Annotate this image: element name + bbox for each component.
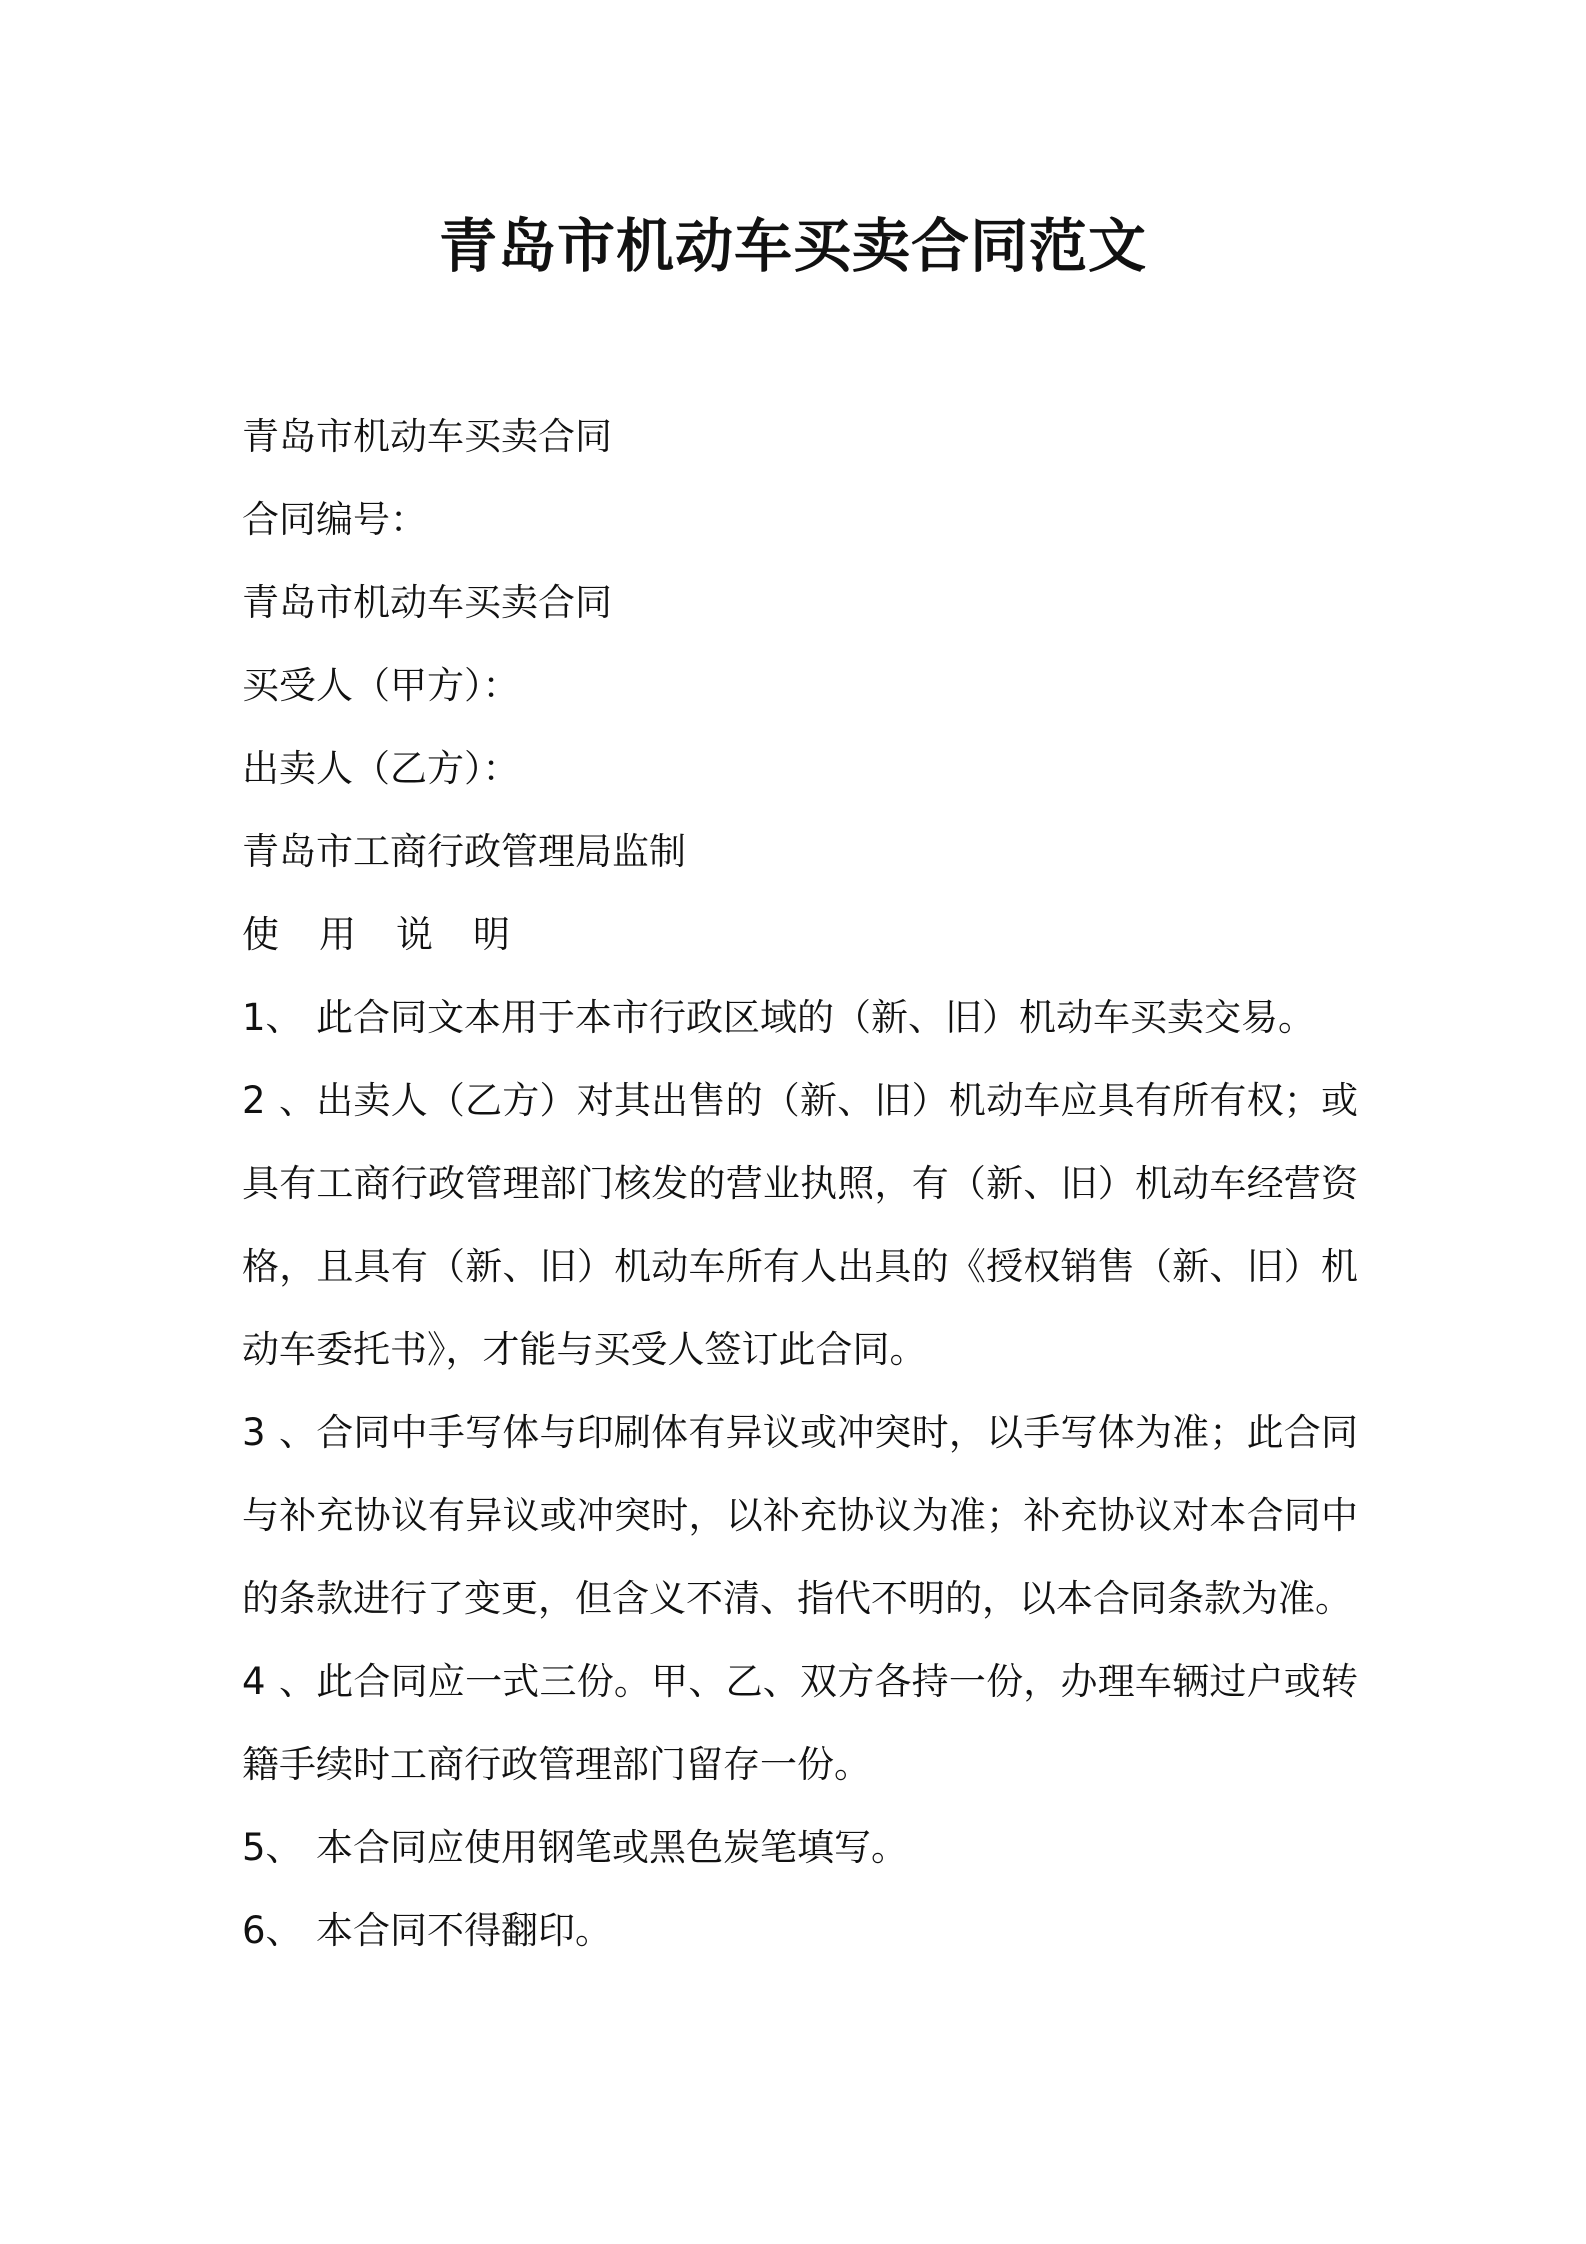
- item-line: 的条款进行了变更，但含义不清、指代不明的，以本合同条款为准。: [242, 1577, 1352, 1620]
- usage-item-6: [242, 1889, 1358, 1972]
- item-line: 籍手续时工商行政管理部门留存一份。: [242, 1743, 871, 1786]
- usage-heading: [242, 893, 1358, 976]
- item-line: [242, 976, 1358, 1059]
- item-line: 具有工商行政管理部门核发的营业执照，有（新、旧）机动车经营资: [242, 1162, 1358, 1205]
- item-number: 4、: [242, 1660, 316, 1703]
- item-text: 此合同文本用于本市行政区域的（新、旧）机动车买卖交易。: [316, 996, 1315, 1039]
- usage-heading-char: 使: [242, 913, 279, 956]
- item-line: 动车委托书》，才能与买受人签订此合同。: [242, 1328, 927, 1371]
- item-line: 与补充协议有异议或冲突时，以补充协议为准；补充协议对本合同中: [242, 1494, 1358, 1537]
- usage-item-1: [242, 976, 1358, 1059]
- usage-item-2: [242, 1059, 1358, 1391]
- buyer-line: 买受人（甲方）：: [242, 664, 520, 707]
- item-number: 5、: [242, 1826, 303, 1869]
- item-text: 出卖人（乙方）对其出售的（新、旧）机动车应具有所有权；或: [316, 1079, 1358, 1122]
- item-line: 格，且具有（新、旧）机动车所有人出具的《授权销售（新、旧）机: [242, 1245, 1358, 1288]
- seller-line: 出卖人（乙方）：: [242, 747, 520, 790]
- item-number: 1、: [242, 996, 303, 1039]
- contract-number-line: 合同编号：: [242, 498, 427, 541]
- document-body: [242, 395, 1358, 1972]
- item-line: [242, 1806, 1358, 1889]
- usage-heading-char: 说: [396, 913, 433, 956]
- item-number: 6、: [242, 1909, 303, 1952]
- usage-item-5: [242, 1806, 1358, 1889]
- usage-heading-char: 用: [319, 913, 356, 956]
- contract-name-line-2: 青岛市机动车买卖合同: [242, 581, 612, 624]
- contract-name-line: 青岛市机动车买卖合同: [242, 415, 612, 458]
- item-line: [242, 1640, 1358, 1723]
- item-text: 合同中手写体与印刷体有异议或冲突时，以手写体为准；此合同: [316, 1411, 1358, 1454]
- supervisor-line: 青岛市工商行政管理局监制: [242, 830, 686, 873]
- item-number: 2、: [242, 1079, 316, 1122]
- item-line: [242, 1059, 1358, 1142]
- usage-item-3: [242, 1391, 1358, 1640]
- usage-heading-char: 明: [473, 913, 510, 956]
- item-text: 本合同应使用钢笔或黑色炭笔填写。: [316, 1826, 908, 1869]
- item-line: [242, 1889, 1358, 1972]
- item-number: 3、: [242, 1411, 316, 1454]
- item-text: 本合同不得翻印。: [316, 1909, 612, 1952]
- usage-item-4: [242, 1640, 1358, 1806]
- item-text: 此合同应一式三份。甲、乙、双方各持一份，办理车辆过户或转: [316, 1660, 1358, 1703]
- document-title: 青岛市机动车买卖合同范文: [438, 212, 1147, 280]
- item-line: [242, 1391, 1358, 1474]
